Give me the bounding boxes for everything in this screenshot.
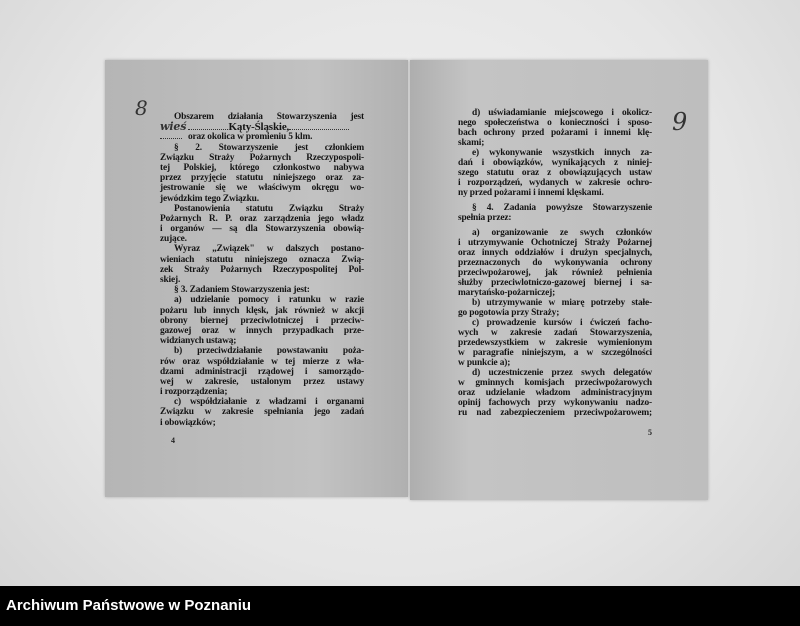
text-line: skami; (458, 138, 485, 148)
text-line: marytańsko-pożarniczej; (458, 288, 556, 298)
text-line: tej Polskiej, którego członkostwo nabywa (160, 162, 364, 173)
text-line: gazowej oraz w innych przypadkach prze- (160, 325, 364, 336)
text-line: § 2. Stowarzyszenie jest członkiem (174, 142, 364, 153)
left-page-text (160, 112, 364, 428)
text-line: widzianych ustawą; (160, 336, 237, 347)
text-line: go pogotowia przy Straży; (458, 308, 560, 318)
text-line: Postanowienia statutu Związku Straży (174, 203, 364, 214)
text-line: c) prowadzenie kursów i ćwiczeń facho- (472, 318, 652, 328)
text-line: Obszarem działania Stowarzyszenia jest (174, 112, 364, 122)
text-line: d) uczestniczenie przez swych delegatów (472, 368, 652, 378)
text-line: Związku w zakresie spełniania jego zadań (160, 407, 364, 418)
text-line: oraz udzielanie władzom administracyjnym (458, 388, 652, 398)
text-line: wych w zakresie zadań Stowarzyszenia, (458, 328, 652, 338)
text-line: d) uświadamianie miejscowego i okolicz- (472, 108, 652, 118)
text-line: i rozporządzeń, wydanych w zakresie ochro- (458, 178, 652, 188)
text-line: i obowiązków; (160, 417, 216, 428)
right-page-text (458, 108, 652, 418)
text-line: jestrowanie się we właściwym okręgu wo- (160, 183, 364, 194)
text-line: zek Straży Pożarnych Rzeczypospolitej Pol- (160, 264, 364, 275)
text-line: przeznaczonych do wykonywania ochrony (458, 258, 652, 268)
handwritten-place-type: wieś (160, 120, 187, 134)
place-name: Kąty-Śląskie, (228, 121, 290, 134)
handwritten-page-number: 9 (672, 108, 688, 136)
page-number: 4 (171, 436, 175, 445)
text-line: ny przed pożarami i innemi klęskami. (458, 188, 604, 198)
text-line: c) współdziałanie z władzami i organami (174, 397, 364, 408)
text-line: a) organizowanie ze swych członków (472, 228, 652, 238)
text-line: dzami administracji rządowej i samorządo- (160, 366, 364, 377)
text-line: § 4. Zadania powyższe Stowarzyszenie (472, 203, 652, 213)
text-line: dań i obowiązków, wynikających z niniej- (458, 158, 652, 168)
text-line: a) udzielanie pomocy i ratunku w razie (174, 295, 364, 306)
archive-caption-bar (0, 586, 800, 626)
text-line: wieniach statutu niniejszego oznacza Zwią- (160, 254, 364, 265)
text-line: przedewszystkiem w zakresie wymienionym (458, 338, 652, 348)
text-line: e) wykonywanie wszystkich innych za- (472, 148, 652, 158)
text-line: Wyraz „Związek" w dalszych postano- (174, 244, 364, 255)
text-line: w paragrafie niniejszym, a w szczególności (458, 348, 652, 358)
handwritten-page-number: 8 (135, 96, 148, 120)
text-line: skiej. (160, 275, 181, 285)
text-line: spełnia przez: (458, 213, 512, 223)
archive-caption: Archiwum Państwowe w Poznaniu (6, 597, 252, 614)
text-line: opinij fachowych przy wykonywaniu nadzo- (458, 398, 652, 408)
text-line: i rozporządzenia; (160, 387, 228, 398)
text-line: przez przyjęcie statutu niniejszego oraz za- (160, 173, 364, 184)
text-line (160, 132, 364, 142)
text-line: obrony biernej przeciwlotniczej i przeciw- (160, 315, 364, 326)
text-line: b) przeciwdziałanie powstawaniu poża- (174, 346, 364, 357)
text-line: zujące. (160, 234, 187, 245)
text-line-content: oraz okolica w promieniu 5 klm. (188, 132, 313, 143)
text-line: b) utrzymywanie w miarę potrzeby stałe- (472, 298, 652, 308)
text-line: służby przeciwlotniczo-gazowej biernej i sa- (458, 278, 652, 288)
text-line: i utrzymywanie Ochotniczej Straży Pożarnej (458, 238, 652, 248)
text-line: § 3. Zadaniem Stowarzyszenia jest: (174, 285, 310, 296)
left-page (105, 60, 408, 497)
text-line: Związku Straży Pożarnych Rzeczypospoli- (160, 152, 364, 163)
text-line: i organów — są dla Stowarzyszenia obowią- (160, 224, 364, 235)
text-line: ru nad zabezpieczeniem przeciwpożarowem; (458, 408, 652, 418)
text-line: w gminnych komisjach przeciwpożarowych (458, 378, 652, 388)
text-line: nego społeczeństwa o konieczności i sposo- (458, 118, 652, 128)
text-line: rów oraz współdziałanie w tej mierze z wła- (160, 356, 364, 367)
page-number: 5 (648, 428, 652, 437)
text-line: w punkcie a); (458, 358, 511, 368)
text-line: wej w zakresie, ustalonym przez ustawy (160, 376, 364, 387)
place-fill-line (160, 122, 364, 132)
text-line: pożaru lub innych klęsk, jak również w akcji (160, 305, 364, 316)
text-line: bach ochrony przed pożarami i innemi klę- (458, 128, 652, 138)
text-line: przeciwpożarowej, jak również pełnienia (458, 268, 652, 278)
text-line: Pożarnych R. P. oraz zarządzenia jego władz (160, 213, 364, 224)
right-page (410, 60, 708, 500)
text-line: jewódzkim tego Związku. (160, 193, 259, 204)
text-line: szego statutu oraz z obowiązujących ustaw (458, 168, 652, 178)
text-line: oraz innych oddziałów i drużyn specjalnych, (458, 248, 652, 258)
